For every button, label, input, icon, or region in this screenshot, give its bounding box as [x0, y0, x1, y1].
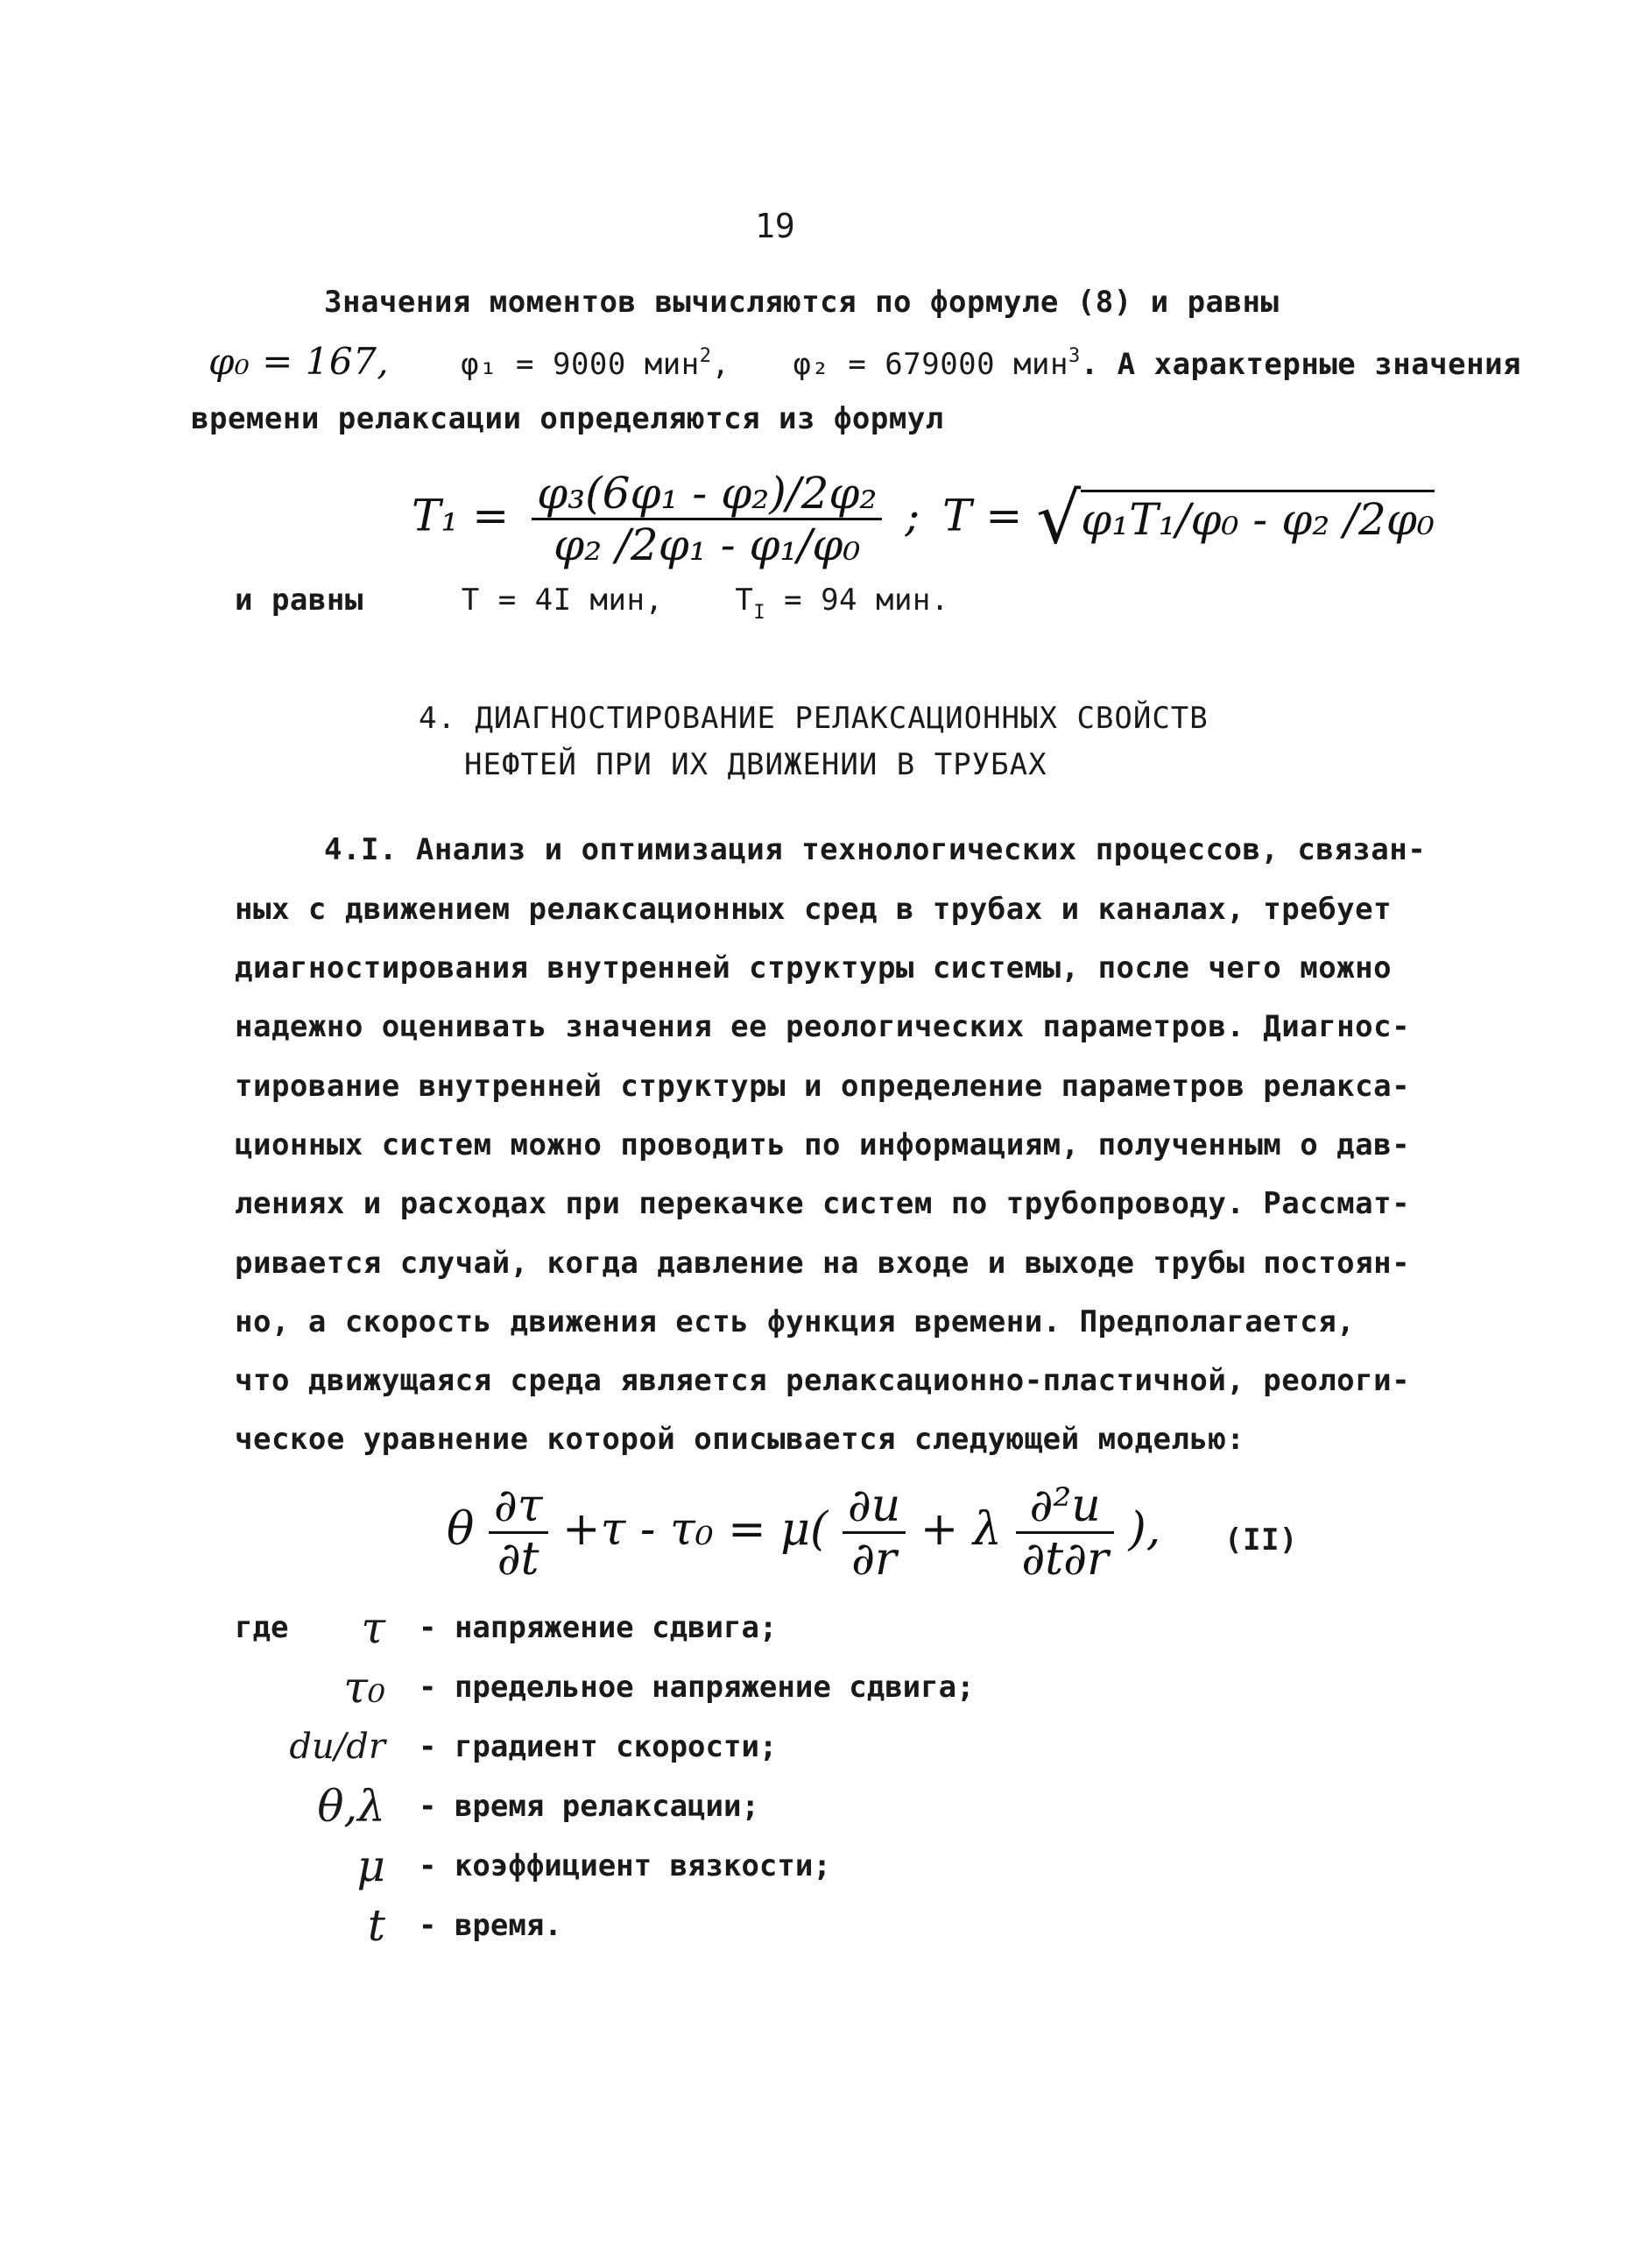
paragraph-line-3: диагностирования внутренней структуры системы, после чего можно — [235, 950, 1393, 986]
results-prefix: и равны — [235, 583, 363, 618]
eq-frac3-num: ∂²u — [1016, 1480, 1114, 1534]
intro-line-3: времени релаксации определяются из формул — [191, 401, 944, 436]
paragraph-line-1: 4.I. Анализ и оптимизация технологических процессов, связан- — [324, 832, 1427, 867]
phi1-tail: , — [711, 347, 730, 382]
eq-frac2-num: ∂u — [843, 1480, 906, 1534]
legend-item — [0, 1901, 1643, 1954]
paragraph-line-5: тирование внутренней структуры и определение параметров релакса- — [235, 1069, 1411, 1104]
eq-fraction-2 — [843, 1480, 906, 1585]
eq-theta: θ — [447, 1503, 475, 1556]
t1-lhs: T₁ = — [412, 490, 510, 541]
paragraph-line-8: ривается случай, когда давление на входе и выходе трубы постоян- — [235, 1246, 1411, 1281]
t1-result — [735, 583, 949, 624]
eq-frac1-den: ∂t — [497, 1533, 539, 1586]
t1-label: T — [735, 583, 754, 618]
t1-value: = 94 мин. — [784, 583, 949, 618]
phi1-value — [461, 347, 730, 382]
legend-item — [0, 1841, 1643, 1894]
eq-fraction-3 — [1016, 1480, 1114, 1585]
eq-middle: +τ - τ₀ = μ( — [562, 1503, 829, 1556]
t-lhs: T = — [942, 490, 1023, 541]
sqrt-icon: √ — [1036, 477, 1082, 560]
legend-item — [0, 1603, 1643, 1656]
phi2-value — [793, 347, 1080, 382]
t1-subscript: I — [753, 602, 766, 624]
t1-denominator: φ₂ /2φ₁ - φ₁/φ₀ — [554, 519, 861, 570]
legend-item — [0, 1663, 1643, 1715]
intro-line-2 — [208, 340, 1522, 383]
paragraph-line-2: ных с движением релаксационных сред в трубах и каналах, требует — [235, 892, 1393, 927]
phi1-text: φ₁ = 9000 мин — [461, 347, 700, 382]
intro-line-2-tail: . А характерные значения — [1080, 347, 1522, 382]
paragraph-line-9: но, а скорость движения есть функция времени. Предполагается, — [235, 1304, 1356, 1339]
legend-description: - напряжение сдвига; — [419, 1610, 778, 1645]
legend-item — [0, 1722, 1643, 1775]
section-title-line-2: НЕФТЕЙ ПРИ ИХ ДВИЖЕНИИ В ТРУБАХ — [464, 747, 1047, 782]
eq-close: ), — [1128, 1503, 1161, 1556]
paragraph-line-4: надежно оценивать значения ее реологических параметров. Диагнос- — [235, 1009, 1411, 1044]
legend-symbol: θ,λ — [317, 1781, 385, 1832]
legend-symbol: du/dr — [289, 1727, 385, 1767]
page-number: 19 — [755, 207, 795, 245]
phi2-text: φ₂ = 679000 мин — [793, 347, 1068, 382]
section-title-line-1: 4. ДИАГНОСТИРОВАНИЕ РЕЛАКСАЦИОННЫХ СВОЙСТВ — [419, 701, 1209, 736]
t-radicand: φ₁T₁/φ₀ - φ₂ /2φ₀ — [1081, 490, 1435, 545]
paragraph-line-6: ционных систем можно проводить по информациям, полученным о дав- — [235, 1127, 1411, 1162]
legend-where: где — [235, 1610, 289, 1645]
t-result: T = 4I мин, — [461, 583, 664, 618]
legend-description: - время релаксации; — [419, 1789, 759, 1824]
legend-description: - коэффициент вязкости; — [419, 1848, 831, 1883]
t1-fraction — [532, 469, 882, 569]
legend-description: - предельное напряжение сдвига; — [419, 1670, 975, 1705]
eq-frac3-den: ∂t∂r — [1021, 1533, 1109, 1586]
rheological-equation — [447, 1480, 1160, 1585]
paragraph-line-10: что движущаяся среда является релаксационно-пластичной, реологи- — [235, 1363, 1411, 1398]
phi2-exponent: 3 — [1068, 345, 1081, 367]
phi0-value: φ₀ = 167, — [208, 340, 390, 383]
t1-numerator: φ₃(6φ₁ - φ₂)/2φ₂ — [532, 469, 882, 520]
paragraph-line-11: ческое уравнение которой описывается следующей моделью: — [235, 1422, 1245, 1457]
formula-separator: ; — [905, 490, 920, 541]
legend-description: - время. — [419, 1908, 562, 1943]
legend-item — [0, 1782, 1643, 1834]
equation-number: (II) — [1224, 1523, 1298, 1558]
legend-symbol: t — [367, 1900, 385, 1951]
eq-plus-lambda: + λ — [920, 1503, 1002, 1556]
phi1-exponent: 2 — [699, 345, 712, 367]
legend-symbol: μ — [356, 1841, 385, 1891]
eq-frac2-den: ∂r — [851, 1533, 897, 1586]
paragraph-line-7: лениях и расходах при перекачке систем по трубопроводу. Рассмат- — [235, 1186, 1411, 1221]
legend-symbol: τ — [361, 1602, 385, 1653]
legend-symbol: τ₀ — [343, 1662, 385, 1713]
intro-line-1: Значения моментов вычисляются по формуле (8) и равны — [324, 285, 1280, 320]
results-line — [235, 583, 949, 624]
eq-frac1-num: ∂τ — [489, 1480, 548, 1534]
eq-fraction-1 — [489, 1480, 548, 1585]
legend-description: - градиент скорости; — [419, 1729, 778, 1764]
relaxation-time-formula — [412, 469, 1435, 569]
